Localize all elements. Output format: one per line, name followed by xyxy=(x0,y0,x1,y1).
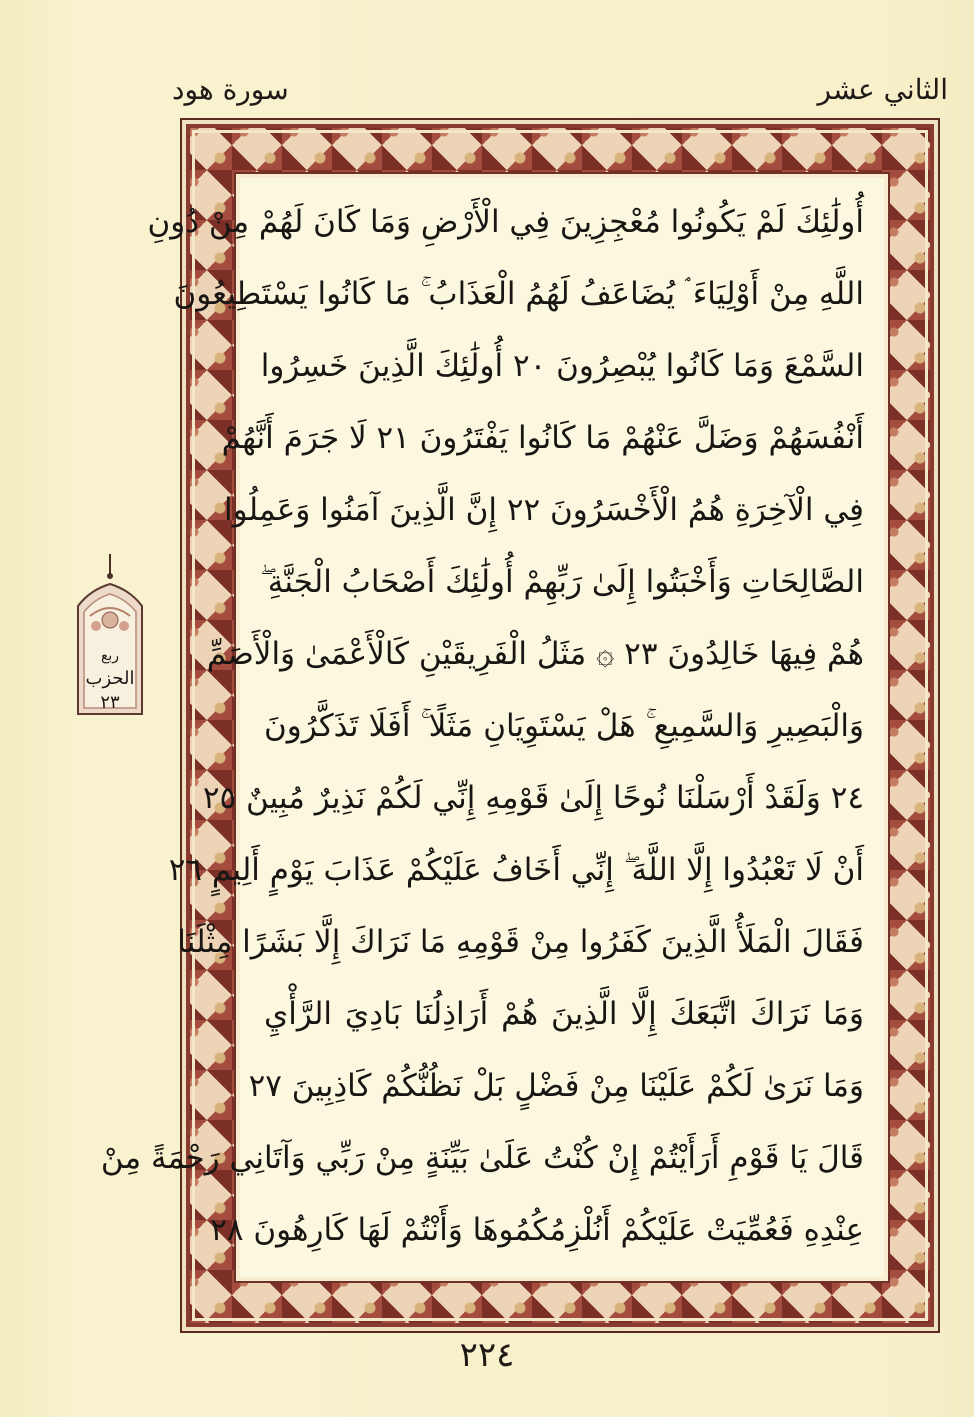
hizb-quarter-marker xyxy=(70,554,150,724)
text-line: أَنْ لَا تَعْبُدُوا إِلَّا اللَّهَ ۖ إِنِّي أَخَافُ عَلَيْكُمْ عَذَابَ يَوْمٍ أَلِيمٍ ٢٦ xyxy=(168,852,864,888)
text-line: ٢٤ وَلَقَدْ أَرْسَلْنَا نُوحًا إِلَىٰ قَوْمِهِ إِنِّي لَكُمْ نَذِيرٌ مُبِينٌ ٢٥ xyxy=(202,780,864,816)
text-line: وَالْبَصِيرِ وَالسَّمِيعِ ۚ هَلْ يَسْتَوِيَانِ مَثَلًا ۚ أَفَلَا تَذَكَّرُونَ xyxy=(264,708,864,744)
juz-title: الثاني عشر xyxy=(817,73,948,106)
hizb-label-rub: ربع xyxy=(100,648,120,664)
hizb-label-number: ٢٣ xyxy=(100,692,120,713)
text-line: وَمَا نَرَاكَ اتَّبَعَكَ إِلَّا الَّذِينَ هُمْ أَرَاذِلُنَا بَادِيَ الرَّأْيِ xyxy=(264,996,864,1032)
hizb-label-hizb: الحزب xyxy=(85,668,135,689)
text-line: هُمْ فِيهَا خَالِدُونَ ٢٣ ۞ مَثَلُ الْفَرِيقَيْنِ كَالْأَعْمَىٰ وَالْأَصَمِّ xyxy=(206,636,864,672)
text-line: وَمَا نَرَىٰ لَكُمْ عَلَيْنَا مِنْ فَضْلٍ بَلْ نَظُنُّكُمْ كَاذِبِينَ ٢٧ xyxy=(248,1068,864,1104)
text-line: الصَّالِحَاتِ وَأَخْبَتُوا إِلَىٰ رَبِّهِمْ أُولَٰئِكَ أَصْحَابُ الْجَنَّةِ ۖ xyxy=(260,564,864,600)
surah-title: سورة هود xyxy=(172,73,289,106)
page-header xyxy=(168,68,948,112)
text-line: أُولَٰئِكَ لَمْ يَكُونُوا مُعْجِزِينَ فِي الْأَرْضِ وَمَا كَانَ لَهُمْ مِنْ دُونِ xyxy=(147,204,864,240)
text-line: عِنْدِهِ فَعُمِّيَتْ عَلَيْكُمْ أَنُلْزِمُكُمُوهَا وَأَنْتُمْ لَهَا كَارِهُونَ ٢٨ xyxy=(210,1212,864,1248)
text-line: السَّمْعَ وَمَا كَانُوا يُبْصِرُونَ ٢٠ أُولَٰئِكَ الَّذِينَ خَسِرُوا xyxy=(260,348,864,384)
text-line: فَقَالَ الْمَلَأُ الَّذِينَ كَفَرُوا مِنْ قَوْمِهِ مَا نَرَاكَ إِلَّا بَشَرًا مِثْلَنَا xyxy=(177,924,864,960)
text-line: أَنْفُسَهُمْ وَضَلَّ عَنْهُمْ مَا كَانُوا يَفْتَرُونَ ٢١ لَا جَرَمَ أَنَّهُمْ xyxy=(221,420,864,456)
text-line: قَالَ يَا قَوْمِ أَرَأَيْتُمْ إِنْ كُنْتُ عَلَىٰ بَيِّنَةٍ مِنْ رَبِّي وَآتَانِي رَحْمَةً مِنْ xyxy=(100,1140,864,1176)
text-line: فِي الْآخِرَةِ هُمُ الْأَخْسَرُونَ ٢٢ إِنَّ الَّذِينَ آمَنُوا وَعَمِلُوا xyxy=(224,492,864,528)
page-number: ٢٢٤ xyxy=(459,1335,515,1375)
text-line: اللَّهِ مِنْ أَوْلِيَاءَ ۘ يُضَاعَفُ لَهُمُ الْعَذَابُ ۚ مَا كَانُوا يَسْتَطِيعُونَ xyxy=(173,276,864,312)
